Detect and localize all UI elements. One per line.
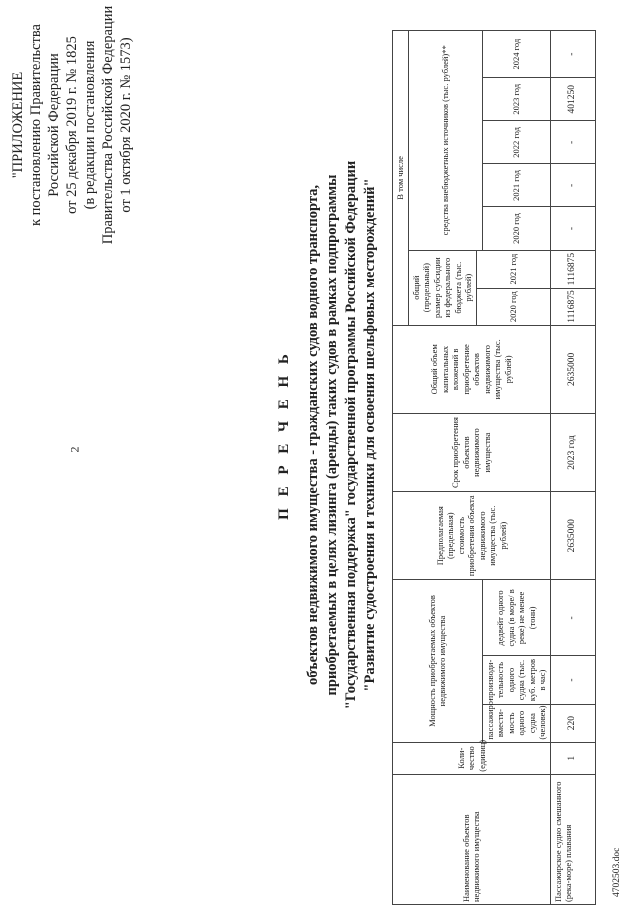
cell-passenger: 220 — [550, 704, 595, 742]
appendix-line: от 1 октября 2020 г. № 1573) — [118, 37, 134, 213]
header-passenger-capacity: пассажиро-вмести-мость одного судна (человек) — [482, 704, 550, 742]
title-line: объектов недвижимого имущества - гражданских судов водного транспорта, — [305, 184, 321, 686]
header-productivity: производи-тельность одного судна (тыс. куб. метров в час) — [482, 656, 550, 704]
header-ext-year: 2020 год — [482, 207, 550, 250]
page-number: 2 — [67, 446, 82, 453]
cell-ext-2023: 401250 — [550, 78, 595, 121]
table-row — [550, 31, 595, 905]
cell-qty: 1 — [550, 742, 595, 774]
cell-term: 2023 год — [550, 413, 595, 491]
cell-total-investment: 2635000 — [550, 325, 595, 413]
header-name: Наименование объектов недвижимого имущества — [393, 774, 551, 904]
header-total-investment: Общий объем капитальных вложений в приобретение объектов недвижимого имущества (тыс. рублей) — [393, 325, 551, 413]
header-ext-year: 2024 год — [482, 31, 550, 78]
header-term: Срок приобретения объектов недвижимого имущества — [393, 413, 551, 491]
header-fed-year: 2021 год — [476, 250, 550, 288]
cell-name: Пассажирское судно смешанного (река-море) плавания — [550, 774, 595, 904]
header-qty: Коли-чество (единиц) — [393, 742, 551, 774]
header-ext-year: 2022 год — [482, 121, 550, 164]
title-line: приобретаемых в целях лизинга (аренды) таких судов в рамках подпрограммы — [324, 174, 340, 696]
cell-ext-2024: - — [550, 31, 595, 78]
cell-fed-2020: 1116875 — [550, 288, 595, 325]
appendix-line: от 25 декабря 2019 г. № 1825 — [64, 36, 80, 214]
title-line: "Развитие судостроения и техники для освоения шельфовых месторождений" — [362, 178, 378, 692]
appendix-heading: "ПРИЛОЖЕНИЕ — [10, 71, 26, 179]
cell-deadweight: - — [550, 580, 595, 656]
header-ext-year: 2023 год — [482, 78, 550, 121]
cell-cost: 2635000 — [550, 492, 595, 580]
appendix-line: Правительства Российской Федерации — [100, 5, 116, 245]
header-fed-year: 2020 год — [476, 288, 550, 325]
header-including: В том числе — [393, 31, 409, 326]
cell-ext-2021: - — [550, 164, 595, 207]
property-list-table — [392, 30, 596, 905]
cell-ext-2020: - — [550, 207, 595, 250]
doc-code: 4702503.doc — [612, 847, 622, 897]
cell-productivity: - — [550, 656, 595, 704]
header-extrabudgetary: средства внебюджетных источников (тыс. рублей)** — [408, 31, 482, 251]
header-capacity: Мощность приобретаемых объектов недвижимого имущества — [393, 580, 483, 742]
header-federal-subsidy: общий (предельный) размер субсидии из федерального бюджета (тыс. рублей) — [408, 250, 476, 325]
title-line: "Государственная поддержка" государственной программы Российской Федерации — [343, 160, 359, 710]
appendix-block — [9, 0, 135, 265]
title-word: П Е Р Е Ч Е Н Ь — [276, 350, 292, 520]
header-deadweight: дедвейт одного судна (в море/ в реке) не менее (тонн) — [482, 580, 550, 656]
cell-ext-2022: - — [550, 121, 595, 164]
cell-fed-2021: 1116875 — [550, 250, 595, 288]
appendix-line: к постановлению Правительства — [28, 24, 44, 226]
appendix-line: (в редакции постановления — [82, 40, 98, 210]
document-title — [275, 25, 380, 845]
header-cost: Предполагаемая (предельная) стоимость приобретения объекта недвижимого имущества (тыс. рублей) — [393, 492, 551, 580]
appendix-line: Российской Федерации — [46, 53, 62, 197]
header-ext-year: 2021 год — [482, 164, 550, 207]
